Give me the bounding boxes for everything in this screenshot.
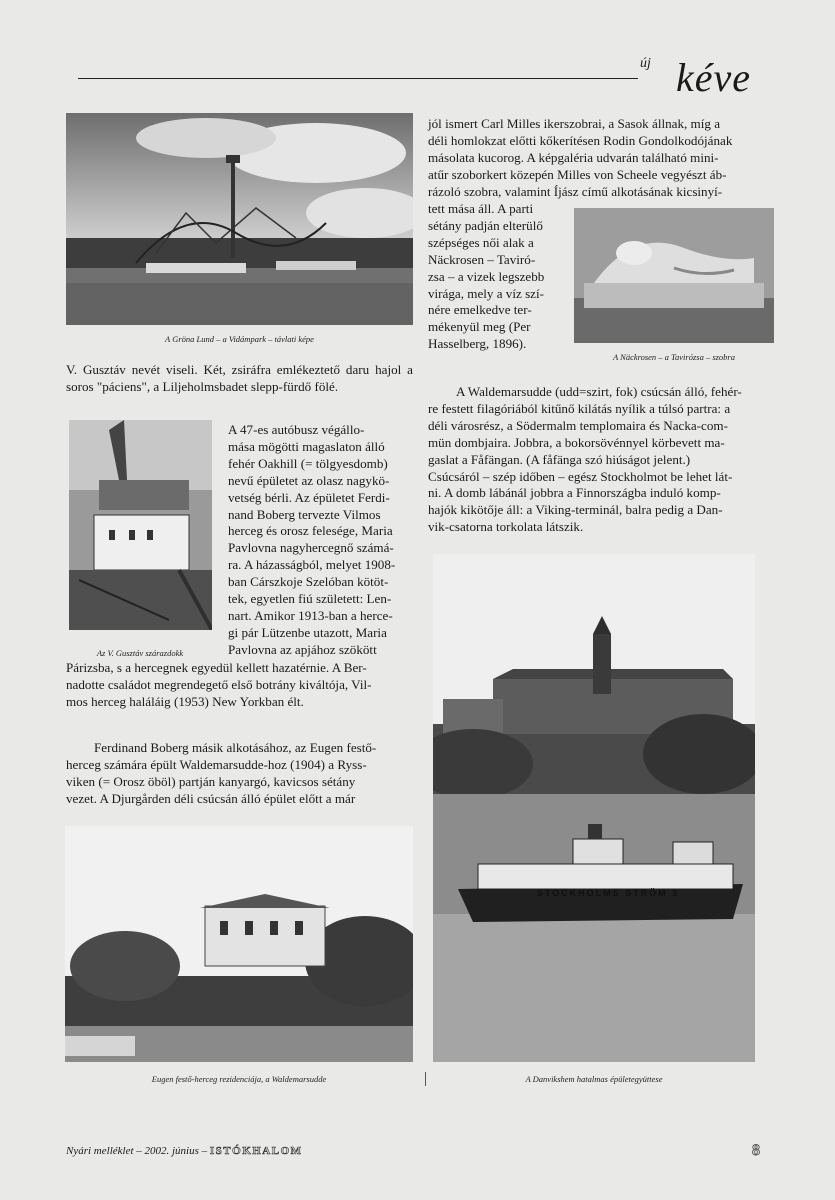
header-rule	[78, 78, 638, 79]
photo-nackrosen-statue	[574, 208, 774, 343]
column-divider	[425, 1072, 426, 1086]
photo-nackrosen-caption: A Näckrosen – a Tavirózsa – szobra	[612, 352, 735, 362]
text-right-top: jól ismert Carl Milles ikerszobrai, a Sasok állnak, míg a déli homlokzat előtti kőkerítésen Rodin Gondolkodójának másolata kucorog. A képgaléria udvarán található mini- atűr szoborkert közepén Milles von Scheele vegyészt áb- rázoló szobra, valamint Íjász című alkotásának kicsinyí-	[428, 116, 733, 199]
photo-grona-lund	[66, 113, 413, 325]
text-waldemarsudde: A Waldemarsudde (udd=szirt, fok) csúcsán álló, fehér- re festett filagóriából kitűnő kilátás nyílik a túlsó partra: a déli városrész, a Södermalm templomaira és Nacka-com- mün dombjaira. Jobbra, a bokorsövénnyel körbevett ma- gaslat a Fåfängan. (A fåfänga szó hiúságot jelent.) Csúcsáról – szép időben – egész Stockholmot be lehet lát- ni. A domb lábánál jobbra a Finnországba induló komp- hajók kikötője áll: a Viking-terminál, balra pedig a Dan- vik-csatorna torkolata látszik.	[428, 384, 742, 535]
photo-drydock-caption: Az V. Gusztáv szárazdokk	[96, 648, 184, 658]
text-oakhill: A 47-es autóbusz végállo- mása mögötti magaslaton álló fehér Oakhill (= tölgyesdomb) nevű épületet az olasz nagykö- vetség bérli. Az épületet Ferdi- nand Boberg tervezte Vilmos herceg és orosz felesége, Maria Pavlovna nagyhercegnő számá- ra. A házasságból, melyet 1908- ban Cárszkoje Szelóban kötöt- tek, egyetlen fiú született: Len- nart. Amikor 1913-ban a herce- gi pár Lützenbe utazott, Maria Pavlovna az apjához szökött	[228, 422, 396, 657]
photo-danvikshem-caption: A Danvikshem hatalmas épületegyüttese	[525, 1074, 663, 1084]
page-number: 8	[752, 1142, 760, 1159]
photo-waldemarsudde	[65, 826, 413, 1062]
photo-waldemarsudde-caption: Eugen festő-herceg rezidenciája, a Waldemarsudde	[151, 1074, 327, 1084]
footer-issue: Nyári melléklet – 2002. június –	[66, 1145, 208, 1157]
footer	[66, 1145, 303, 1157]
text-after-photo1: V. Gusztáv nevét viseli. Két, zsiráfra emlékeztető daru hajol a soros "páciens", a Liljeholmsbadet slepp-fürdő fölé.	[66, 362, 413, 394]
photo-grona-lund-caption: A Gröna Lund – a Vidámpark – távlati képe	[165, 334, 314, 344]
ferry-name-label: STOCKHOLMS STRÖM 3	[536, 888, 680, 898]
magazine-logo: kéve	[676, 55, 752, 100]
photo-drydock	[69, 420, 212, 630]
text-oakhill-continued: Párizsba, s a hercegnek egyedül kellett hazatérnie. A Ber- nadotte családot megrendegető első botrány kiváltója, Vil- mos herceg haláláig (1953) New Yorkban élt.	[66, 660, 372, 709]
logo-prefix: új	[640, 56, 651, 71]
photo-danvikshem	[433, 554, 755, 1062]
footer-masthead: ISTÓKHALOM	[209, 1145, 303, 1157]
text-nackrosen: tett mása áll. A parti sétány padján elterülő szépséges női alak a Näckrosen – Taviró- zsa – a vizek legszebb virága, mely a víz szí- nére emelkedve ter- mékenyül meg (Per Hasselberg, 1896).	[428, 201, 545, 352]
text-boberg: Ferdinand Boberg másik alkotásához, az Eugen festő- herceg számára épült Waldemarsudde-hoz (1904) a Ryss- viken (= Orosz öböl) partján kanyargó, kavicsos sétány vezet. A Djurgården déli csúcsán álló épület előtt a már	[66, 740, 377, 806]
